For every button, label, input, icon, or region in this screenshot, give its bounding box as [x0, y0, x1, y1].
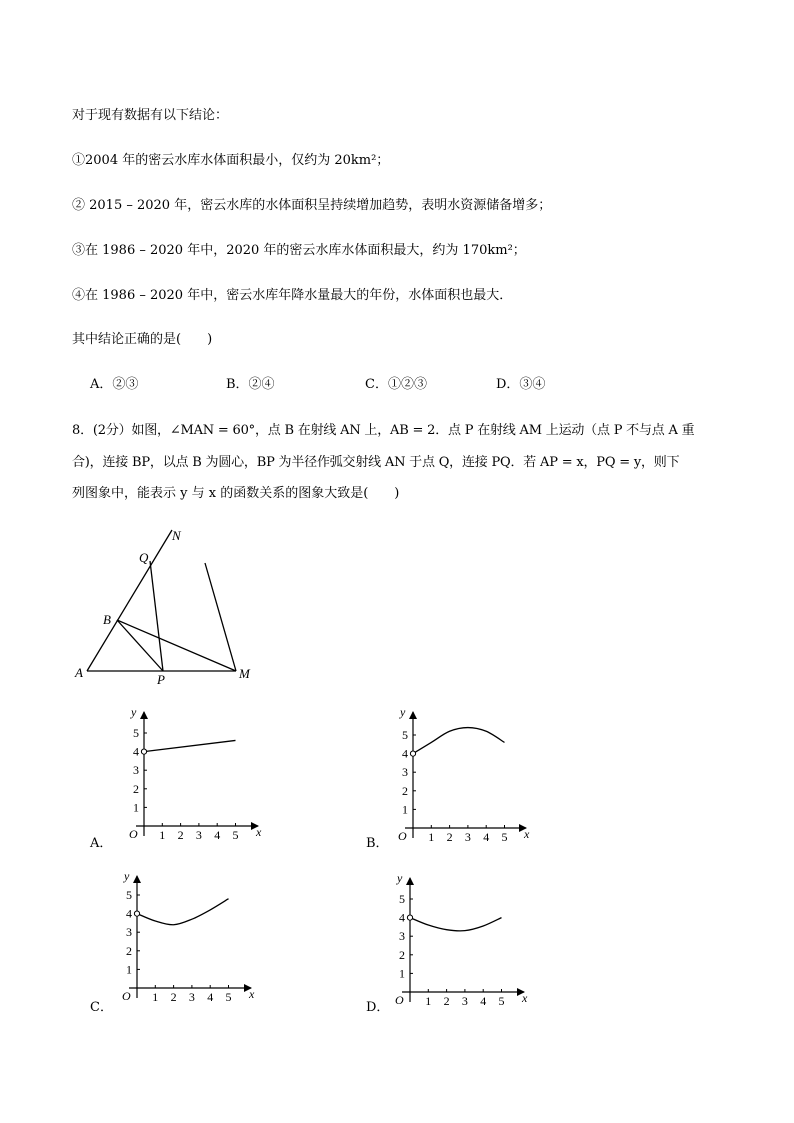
label-a: A — [75, 665, 83, 680]
y-tick-label: 2 — [126, 943, 132, 958]
q7-option-d[interactable]: D．③④ — [496, 377, 546, 392]
y-tick-label: 1 — [399, 966, 405, 981]
y-tick-label: 3 — [399, 929, 405, 944]
graph-option-a[interactable]: A． — [90, 836, 113, 851]
x-tick-label: 3 — [464, 830, 471, 844]
x-tick-label: 3 — [188, 990, 195, 1004]
intro-text: 对于现有数据有以下结论： — [72, 108, 229, 123]
y-tick-label: 1 — [133, 800, 139, 815]
y-tick-label: 4 — [399, 910, 405, 925]
x-tick-label: 1 — [152, 990, 159, 1004]
x-tick-label: 3 — [461, 994, 468, 1008]
x-tick-label: 5 — [232, 828, 239, 842]
x-tick-label: 4 — [480, 994, 487, 1008]
y-tick-label: 1 — [126, 962, 132, 977]
y-tick-label: 5 — [126, 888, 132, 902]
x-tick-label: 3 — [195, 828, 202, 842]
label-p: P — [157, 672, 165, 687]
q7-option-c[interactable]: C．①②③ — [365, 377, 427, 392]
q7-option-a[interactable]: A．②③ — [90, 377, 139, 392]
x-axis-label: x — [524, 827, 530, 841]
y-axis-arrow — [406, 877, 414, 885]
origin-label: O — [398, 829, 407, 843]
y-tick-label: 2 — [399, 947, 405, 962]
y-tick-label: 4 — [126, 906, 132, 921]
label-n: N — [172, 528, 181, 543]
graph-option-d[interactable]: D． — [366, 1000, 390, 1015]
x-tick-label: 4 — [483, 830, 490, 844]
origin-label: O — [129, 827, 138, 841]
x-tick-label: 4 — [214, 828, 221, 842]
y-axis-label: y — [397, 871, 403, 885]
label-m: M — [239, 666, 250, 681]
q8-line-3: 列图象中，能表示 y 与 x 的函数关系的图象大致是( ) — [72, 486, 400, 501]
conclusion-3: ③在 1986 – 2020 年中，2020 年的密云水库水体面积最大，约为 170km²； — [72, 243, 526, 258]
q7-prompt: 其中结论正确的是( ) — [72, 332, 213, 347]
graph-option-c[interactable]: C． — [90, 1000, 113, 1015]
x-axis-label: x — [256, 825, 262, 839]
y-tick-label: 5 — [133, 726, 139, 740]
conclusion-4: ④在 1986 – 2020 年中，密云水库年降水量最大的年份，水体面积也最大． — [72, 288, 513, 303]
x-tick-label: 2 — [170, 990, 177, 1004]
origin-label: O — [122, 989, 131, 1003]
x-tick-label: 2 — [177, 828, 184, 842]
label-q: Q — [139, 550, 149, 565]
x-tick-label: 1 — [159, 828, 166, 842]
label-b: B — [103, 612, 111, 627]
conclusion-2: ② 2015 – 2020 年，密云水库的水体面积呈持续增加趋势，表明水资源储备增多； — [72, 198, 552, 213]
x-tick-label: 1 — [425, 994, 432, 1008]
y-tick-label: 1 — [402, 802, 408, 817]
y-tick-label: 3 — [402, 765, 408, 780]
x-tick-label: 5 — [498, 994, 505, 1008]
y-tick-label: 2 — [133, 781, 139, 796]
origin-label: O — [395, 993, 404, 1007]
q8-line-2: 合)，连接 BP，以点 B 为圆心，BP 为半径作弧交射线 AN 于点 Q，连接 PQ．若 AP = x，PQ = y，则下 — [72, 455, 680, 470]
function-curve — [410, 918, 502, 931]
y-axis-label: y — [124, 869, 130, 883]
open-endpoint — [407, 915, 412, 920]
y-tick-label: 3 — [126, 925, 132, 940]
x-tick-label: 5 — [501, 830, 508, 844]
y-axis-label: y — [131, 705, 137, 719]
x-tick-label: 2 — [446, 830, 453, 844]
x-axis-label: x — [522, 991, 528, 1005]
y-tick-label: 4 — [402, 746, 408, 761]
q8-line-1: 8．(2分）如图，∠MAN = 60°，点 B 在射线 AN 上，AB = 2．点 P 在射线 AM 上运动（点 P 不与点 A 重 — [72, 423, 695, 438]
x-axis-label: x — [249, 987, 255, 1001]
conclusion-1: ①2004 年的密云水库水体面积最小，仅约为 20km²； — [72, 153, 390, 168]
y-tick-label: 2 — [402, 783, 408, 798]
x-tick-label: 5 — [225, 990, 232, 1004]
graph-option-b[interactable]: B． — [366, 836, 389, 851]
y-axis-label: y — [400, 705, 406, 719]
x-tick-label: 2 — [443, 994, 450, 1008]
x-tick-label: 4 — [207, 990, 214, 1004]
y-tick-label: 5 — [402, 728, 408, 742]
y-tick-label: 3 — [133, 763, 139, 778]
y-tick-label: 4 — [133, 744, 139, 759]
q7-option-b[interactable]: B．②④ — [226, 377, 275, 392]
y-tick-label: 5 — [399, 892, 405, 906]
x-tick-label: 1 — [428, 830, 435, 844]
